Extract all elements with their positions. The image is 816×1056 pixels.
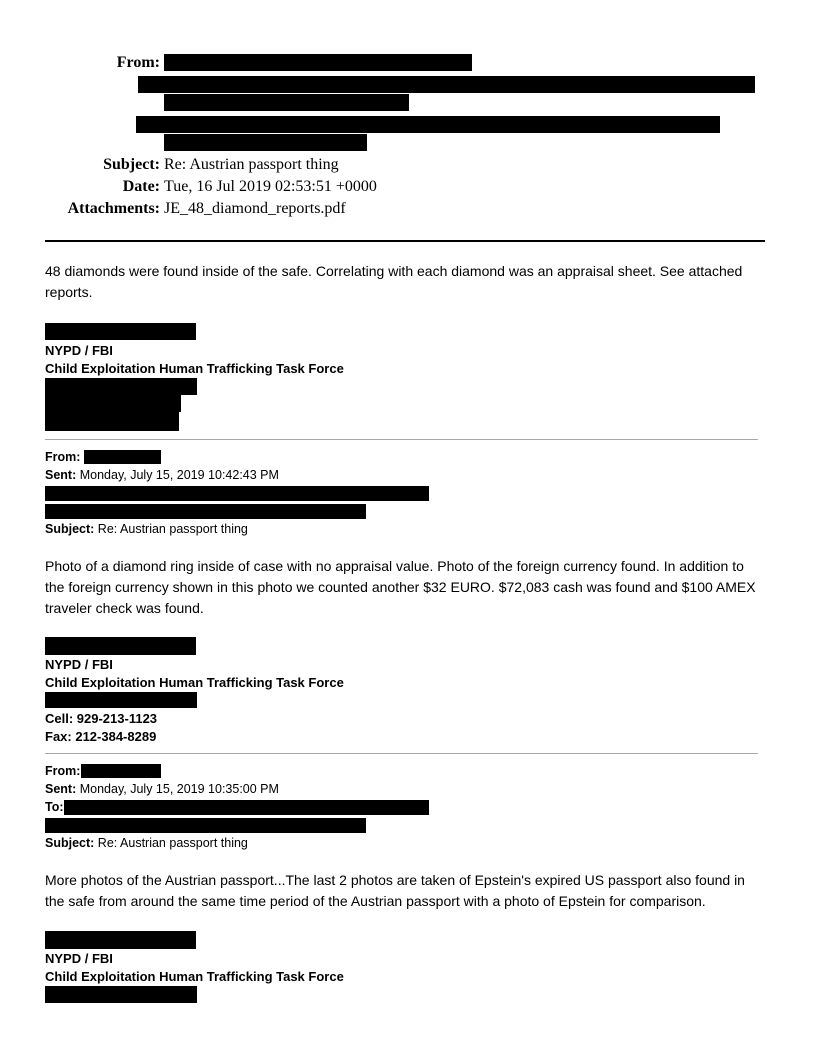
message2-sig-unit: Child Exploitation Human Trafficking Task Force xyxy=(45,675,344,690)
header-divider xyxy=(45,240,765,242)
redaction-to-line-2 xyxy=(164,94,409,111)
message2-fax: Fax: 212-384-8289 xyxy=(45,729,157,744)
redaction-sig3-name xyxy=(45,931,196,949)
redaction-msg3-to xyxy=(64,800,429,815)
redaction-sig1-line-2 xyxy=(45,395,181,412)
redaction-cc-line-1 xyxy=(136,116,720,133)
redaction-sig1-name xyxy=(45,323,196,340)
subject-label: Subject: xyxy=(103,156,160,173)
redaction-msg2-cc xyxy=(45,504,366,519)
message3-sig-unit: Child Exploitation Human Trafficking Task Force xyxy=(45,969,344,984)
redaction-sig1-line-1 xyxy=(45,378,197,395)
message1-sig-org: NYPD / FBI xyxy=(45,343,113,358)
message3-sent: Sent: Monday, July 15, 2019 10:35:00 PM xyxy=(45,782,279,796)
date-label: Date: xyxy=(122,178,160,195)
redaction-msg3-from xyxy=(81,764,161,778)
message3-subject: Subject: Re: Austrian passport thing xyxy=(45,836,248,850)
message2-body: Photo of a diamond ring inside of case with no appraisal value. Photo of the foreign currency found. In addition to the foreign currency shown in this photo we counted another $32 EURO. $72,083 cash was found and $100 AMEX traveler check was found. xyxy=(45,558,756,616)
redaction-sig1-line-3 xyxy=(45,412,179,431)
message3-body: More photos of the Austrian passport...The last 2 photos are taken of Epstein's expired US passport also found in the safe from around the same time period of the Austrian passport with a photo of Epstein for comparison. xyxy=(45,872,745,909)
redaction-cc-line-2 xyxy=(164,134,367,151)
message3-sig-org: NYPD / FBI xyxy=(45,951,113,966)
message1-body: 48 diamonds were found inside of the safe. Correlating with each diamond was an appraisal sheet. See attached reports. xyxy=(45,263,743,300)
redaction-to-line-1 xyxy=(138,76,755,93)
message1-sig-unit: Child Exploitation Human Trafficking Task Force xyxy=(45,361,344,376)
message2-divider xyxy=(45,753,758,754)
redaction-sig3-line xyxy=(45,986,197,1003)
from-label: From: xyxy=(116,54,160,71)
message1-divider xyxy=(45,439,758,440)
redaction-sig2-line xyxy=(45,692,197,708)
redaction-msg2-to xyxy=(45,486,429,501)
message2-subject: Subject: Re: Austrian passport thing xyxy=(45,522,248,536)
message2-cell: Cell: 929-213-1123 xyxy=(45,711,158,726)
attachments-label: Attachments: xyxy=(67,200,160,217)
message2-from-label: From: xyxy=(45,450,81,464)
date-value: Tue, 16 Jul 2019 02:53:51 +0000 xyxy=(164,178,377,195)
redaction-sig2-name xyxy=(45,637,196,655)
message2-sig-org: NYPD / FBI xyxy=(45,657,113,672)
message3-to-label: To: xyxy=(45,800,64,814)
redaction-from xyxy=(164,54,472,71)
message3-from-label: From: xyxy=(45,764,81,778)
message2-sent: Sent: Monday, July 15, 2019 10:42:43 PM xyxy=(45,468,279,482)
redaction-msg3-cc xyxy=(45,818,366,833)
attachment-link[interactable]: JE_48_diamond_reports.pdf xyxy=(164,200,346,217)
redaction-msg2-from xyxy=(84,450,161,464)
subject-value: Re: Austrian passport thing xyxy=(164,156,339,173)
